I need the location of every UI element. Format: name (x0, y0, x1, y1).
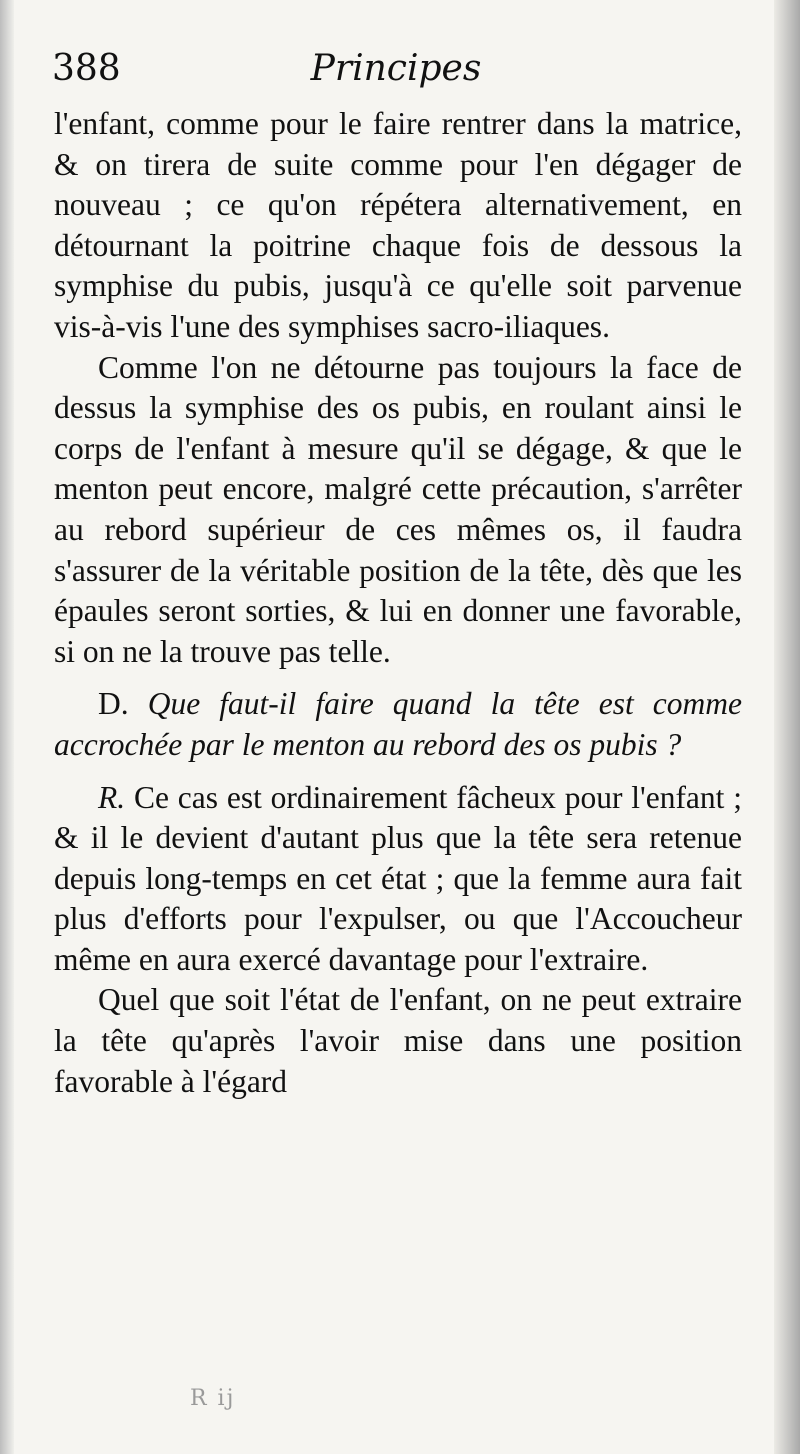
paragraph-text: Comme l'on ne détourne pas toujours la face de dessus la symphise des os pubis, en roulant ainsi le corps de l'enfant à mesure qu'il se dégage, & que le menton peut encore, malgré cette précaution, s'arrêter au rebord supérieur de ces mêmes os, il faudra s'assurer de la véritable position de la tête, dès que les épaules seront sorties, & lui en donner une favorable, si on ne la trouve pas telle. (54, 349, 742, 669)
paragraph (54, 980, 742, 1102)
question-paragraph (54, 684, 742, 765)
question-text: Que faut-il faire quand la tête est comme accrochée par le menton au rebord des os pubis ? (54, 686, 743, 762)
paragraph (54, 348, 742, 673)
page-left-edge (0, 0, 14, 1454)
paragraph-continued (54, 104, 742, 348)
answer-paragraph (54, 778, 742, 981)
answer-text: Ce cas est ordinairement fâcheux pour l'enfant ; & il le devient d'autant plus que la tête sera retenue depuis long-temps en cet état ; que la femme aura fait plus d'efforts pour l'expulser, ou que l'Accoucheur même en aura exercé davantage pour l'extraire. (54, 779, 742, 977)
page-header (52, 48, 740, 104)
answer-label: R. (98, 779, 126, 815)
body-text (54, 104, 742, 1102)
page-right-edge (774, 0, 800, 1454)
question-label: D. (98, 686, 129, 722)
signature-mark: R ij (190, 1386, 236, 1411)
page-number: 388 (52, 48, 121, 89)
paragraph-text: Quel que soit l'état de l'enfant, on ne peut extraire la tête qu'après l'avoir mise dans une position favorable à l'égard (54, 982, 742, 1099)
paragraph-text: l'enfant, comme pour le faire rentrer dans la matrice, & on tirera de suite comme pour l'en dégager de nouveau ; ce qu'on répétera alternativement, en détournant la poitrine chaque fois de dessous la symphise du pubis, jusqu'à ce qu'elle soit parvenue vis-à-vis l'une des symphises sacro-iliaques. (54, 106, 742, 344)
running-head: Principes (310, 48, 482, 89)
